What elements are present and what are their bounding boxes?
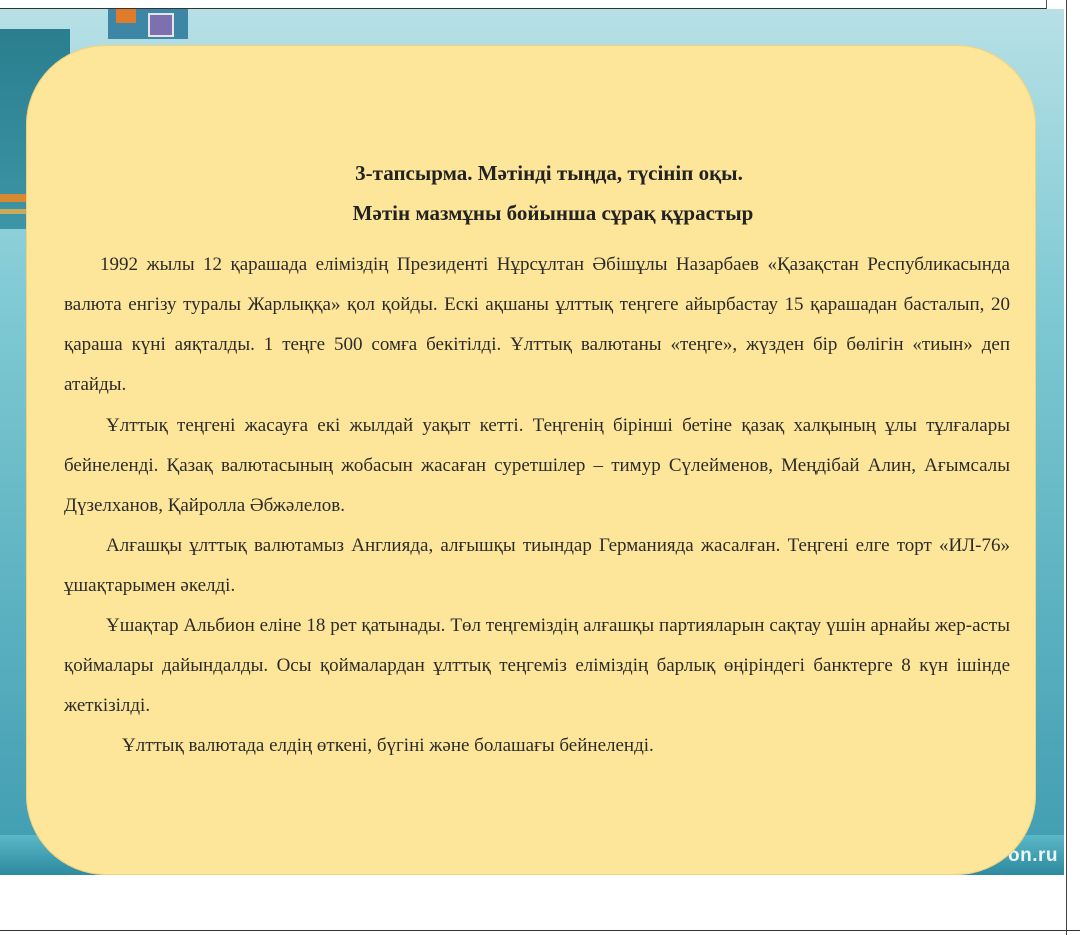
slide-screen (0, 9, 1064, 875)
paragraph: Ұлттық теңгені жасауға екі жылдай уақыт кетті. Теңгенің бірінші бетіне қазақ халқының ұлы тұлғалары бейнеленді. Қазақ валютасының жобасын жасаған суретшілер – тимур Сүлейменов, Меңдібай Алин, Ағымсалы Дүзелханов, Қайролла Әбжәлелов. (64, 415, 1010, 516)
paragraph: Ұлттық валютада елдің өткені, бүгіні және болашағы бейнеленді. (122, 735, 654, 756)
decor-orange-shape (116, 9, 136, 23)
paragraph: 1992 жылы 12 қарашада еліміздің Президенті Нұрсұлтан Әбішұлы Назарбаев «Қазақстан Республикасында валюта енгізу туралы Жарлыққа» қол қойды. Ескі ақшаны ұлттық теңгеге айырбастау 15 қарашадан басталып, 20 қараша күні аяқталды. 1 теңге 500 сомға бекітілді. Ұлттық валютаны «теңге», жүзден бір бөлігін «тиын» деп атайды. (64, 254, 1010, 395)
frame-line-bottom (0, 930, 1080, 931)
paragraph: Алғашқы ұлттық валютамыз Англияда, алғышқы тиындар Германияда жасалған. Теңгені елге торт «ИЛ-76» ұшақтарымен әкелді. (64, 535, 1010, 596)
text-card (26, 45, 1036, 875)
decor-picture-icon (148, 13, 174, 37)
frame-tick (1046, 0, 1047, 9)
background-decor-icons (108, 9, 188, 39)
task-title: 3-тапсырма. Мәтінді тыңда, түсініп оқы. (355, 161, 743, 185)
paragraph: Ұшақтар Альбион еліне 18 рет қатынады. Төл теңгеміздің алғашқы партияларын сақтау үшін арнайы жер-асты қоймалары дайындалды. Осы қоймалардан ұлттық теңгеміз еліміздің барлық өңіріндегі банктерге 8 күн ішінде жеткізілді. (64, 615, 1010, 716)
site-watermark: on.ru (1008, 845, 1058, 866)
task-subtitle: Мәтін мазмұны бойынша сұрақ құрастыр (352, 201, 754, 225)
frame-line-right (1066, 0, 1067, 935)
